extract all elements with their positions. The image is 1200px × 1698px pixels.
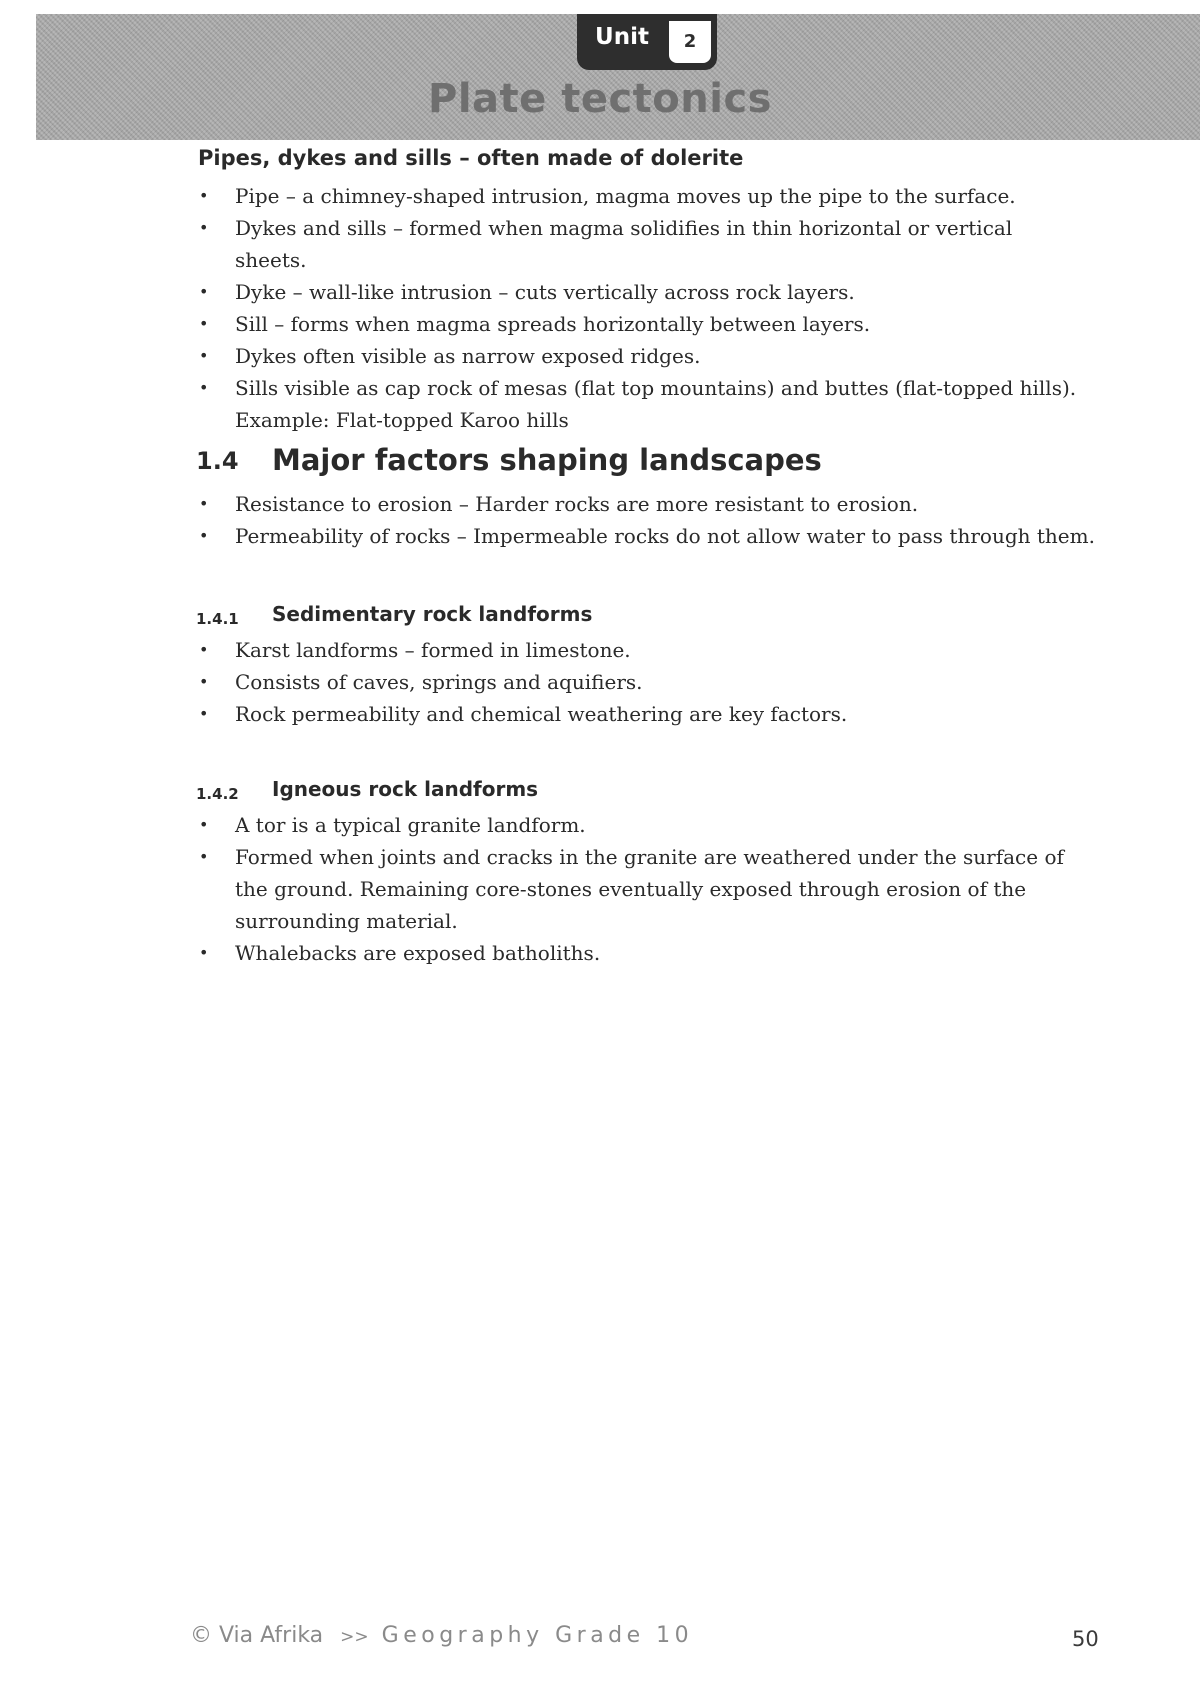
subsection-1-bullet-list	[199, 634, 1079, 730]
subsection-1-number: 1.4.1	[196, 610, 239, 628]
list-item: • Formed when joints and cracks in the granite are weathered under the surface of the ground. Remaining core-stones eventually exposed through erosion of the surrounding material.	[199, 841, 1079, 937]
list-item: • Dyke – wall-like intrusion – cuts vertically across rock layers.	[199, 276, 1079, 308]
subsection-2-bullet-list	[199, 809, 1079, 969]
list-item: • Pipe – a chimney-shaped intrusion, magma moves up the pipe to the surface.	[199, 180, 1079, 212]
section-number: 1.4	[196, 447, 239, 475]
pipes-bullet-list	[199, 180, 1079, 436]
list-item: • Sill – forms when magma spreads horizontally between layers.	[199, 308, 1079, 340]
section-title: Major factors shaping landscapes	[272, 443, 822, 477]
book-title: Geography Grade 10	[381, 1623, 694, 1648]
pipes-heading: Pipes, dykes and sills – often made of dolerite	[198, 146, 744, 170]
unit-tab	[577, 14, 717, 70]
list-item: • Resistance to erosion – Harder rocks are more resistant to erosion.	[199, 488, 1099, 520]
list-item: • Rock permeability and chemical weathering are key factors.	[199, 698, 1079, 730]
unit-title: Plate tectonics	[428, 76, 772, 122]
list-item: • Whalebacks are exposed batholiths.	[199, 937, 1079, 969]
publisher-text: © Via Afrika	[190, 1623, 324, 1648]
section-bullet-list	[199, 488, 1099, 552]
unit-number: 2	[669, 21, 711, 63]
list-item: • Sills visible as cap rock of mesas (flat top mountains) and buttes (flat-topped hills). Example: Flat-topped Karoo hills	[199, 372, 1079, 436]
list-item: • Dykes and sills – formed when magma solidifies in thin horizontal or vertical sheets.	[199, 212, 1079, 276]
list-item: • Consists of caves, springs and aquifiers.	[199, 666, 1079, 698]
footer-separator: >>	[340, 1627, 369, 1647]
unit-label: Unit	[595, 24, 649, 50]
page-number: 50	[1072, 1627, 1099, 1651]
subsection-2-number: 1.4.2	[196, 785, 239, 803]
list-item: • Dykes often visible as narrow exposed ridges.	[199, 340, 1079, 372]
list-item: • A tor is a typical granite landform.	[199, 809, 1079, 841]
footer-credit	[190, 1623, 693, 1648]
list-item: • Karst landforms – formed in limestone.	[199, 634, 1079, 666]
list-item: • Permeability of rocks – Impermeable rocks do not allow water to pass through them.	[199, 520, 1099, 552]
subsection-2-title: Igneous rock landforms	[272, 777, 539, 801]
subsection-1-title: Sedimentary rock landforms	[272, 602, 593, 626]
